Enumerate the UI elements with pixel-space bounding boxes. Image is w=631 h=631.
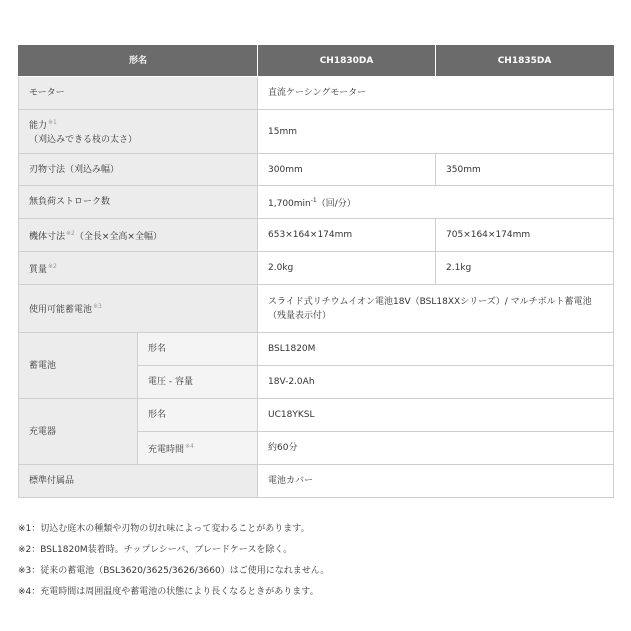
charger-time-label — [138, 432, 258, 465]
row-weight-label — [19, 252, 258, 285]
charger-model-value: UC18YKSL — [258, 399, 614, 432]
dimensions-label-suffix: （全長×全高×全幅） — [74, 231, 162, 242]
footnote-4-mark: ※4： — [18, 587, 41, 597]
capacity-sub-label: （刈込みできる枝の太さ） — [29, 135, 138, 145]
row-blade-value-1: 300mm — [258, 154, 436, 186]
row-dimensions-value-1: 653×164×174mm — [258, 219, 436, 252]
spec-header-row — [19, 45, 614, 77]
battery-compat-value-line2: （残量表示付） — [268, 310, 332, 321]
footnote-3-mark: ※3： — [18, 566, 41, 576]
row-accessories — [19, 465, 614, 498]
row-battery-model — [19, 333, 614, 366]
battery-model-label: 形名 — [138, 333, 258, 366]
header-model-1: CH1830DA — [258, 45, 436, 77]
footnote-2 — [18, 540, 618, 561]
footnote-4 — [18, 582, 618, 603]
row-blade-value-2: 350mm — [436, 154, 614, 186]
dimensions-label-text: 機体寸法 — [29, 231, 66, 242]
dimensions-note-marker: ※2 — [66, 229, 75, 237]
stroke-value-exponent: -1 — [310, 196, 317, 204]
row-dimensions — [19, 219, 614, 252]
battery-compat-note-marker: ※3 — [93, 303, 102, 310]
row-dimensions-value-2: 705×164×174mm — [436, 219, 614, 252]
row-motor-value: 直流ケーシングモーター — [258, 77, 614, 110]
row-accessories-label: 標準付属品 — [19, 465, 258, 498]
battery-voltage-label: 電圧 - 容量 — [138, 366, 258, 399]
footnote-3 — [18, 561, 618, 582]
row-battery-label: 蓄電池 — [19, 333, 138, 399]
row-motor — [19, 77, 614, 110]
row-charger-label: 充電器 — [19, 399, 138, 465]
row-stroke-label: 無負荷ストローク数 — [19, 186, 258, 219]
stroke-value-unit: （回/分） — [316, 198, 356, 209]
row-capacity — [19, 110, 614, 154]
charger-model-label: 形名 — [138, 399, 258, 432]
row-battery-compat-value — [258, 285, 614, 333]
footnotes — [18, 519, 618, 603]
row-battery-compat — [19, 285, 614, 333]
charger-time-value: 約60分 — [258, 432, 614, 465]
header-model-label: 形名 — [19, 45, 258, 77]
row-blade-label: 刃物寸法（刈込み幅） — [19, 154, 258, 186]
row-capacity-label — [19, 110, 258, 154]
header-model-2: CH1835DA — [436, 45, 614, 77]
row-dimensions-label — [19, 219, 258, 252]
row-charger-model — [19, 399, 614, 432]
row-weight-value-2: 2.1kg — [436, 252, 614, 285]
footnote-3-text: 従来の蓄電池（BSL3620/3625/3626/3660）はご使用になれません。 — [40, 566, 330, 576]
row-weight-value-1: 2.0kg — [258, 252, 436, 285]
spec-table — [18, 45, 614, 498]
charger-time-label-text: 充電時間 — [148, 444, 185, 455]
battery-model-value: BSL1820M — [258, 333, 614, 366]
row-accessories-value: 電池カバー — [258, 465, 614, 498]
battery-compat-value-line1: スライド式リチウムイオン電池18V（BSL18XXシリーズ）/ マルチボルト蓄電池 — [268, 296, 592, 307]
footnote-1-mark: ※1： — [18, 524, 41, 534]
footnote-1-text: 切込む庭木の種類や刃物の切れ味によって変わることがあります。 — [40, 524, 310, 534]
capacity-label-text: 能力 — [29, 121, 48, 131]
battery-compat-label-text: 使用可能蓄電池 — [29, 305, 93, 315]
weight-label-text: 質量 — [29, 264, 48, 275]
footnote-4-text: 充電時間は周囲温度や蓄電池の状態により長くなるときがあります。 — [40, 587, 319, 597]
footnote-2-text: BSL1820M装着時。チップレシーバ、ブレードケースを除く。 — [40, 545, 293, 555]
footnote-1 — [18, 519, 618, 540]
weight-note-marker: ※2 — [48, 262, 57, 270]
capacity-note-marker: ※1 — [48, 119, 57, 126]
row-blade — [19, 154, 614, 186]
row-weight — [19, 252, 614, 285]
row-capacity-value: 15mm — [258, 110, 614, 154]
stroke-value-main: 1,700min — [268, 198, 311, 209]
battery-voltage-value: 18V-2.0Ah — [258, 366, 614, 399]
charger-time-note-marker: ※4 — [185, 442, 194, 450]
row-stroke — [19, 186, 614, 219]
row-battery-compat-label — [19, 285, 258, 333]
row-motor-label: モーター — [19, 77, 258, 110]
row-stroke-value — [258, 186, 614, 219]
footnote-2-mark: ※2： — [18, 545, 41, 555]
